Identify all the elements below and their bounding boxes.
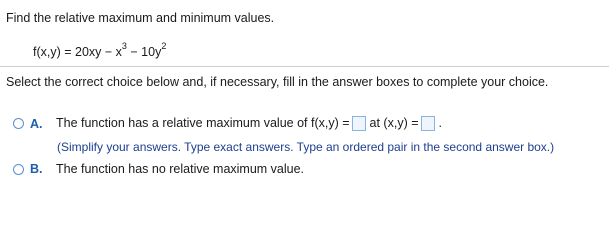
- function-part-1: f(x,y) = 20xy − x: [33, 45, 122, 60]
- choice-a-hint: (Simplify your answers. Type exact answers. Type an ordered pair in the second answer box.): [57, 140, 555, 154]
- choice-b-text: The function has no relative maximum value.: [56, 162, 305, 176]
- choice-a-text: [56, 116, 442, 131]
- choice-a-text-middle: at (x,y) =: [369, 116, 419, 130]
- ordered-pair-answer-box[interactable]: [421, 116, 435, 131]
- choice-b: [13, 162, 304, 176]
- choice-a-text-after: .: [438, 116, 442, 130]
- choice-a-radio[interactable]: [13, 118, 24, 129]
- max-value-answer-box[interactable]: [352, 116, 366, 131]
- function-exponent-2: 2: [161, 41, 167, 51]
- question-prompt: Find the relative maximum and minimum values.: [6, 11, 275, 25]
- choice-a-letter: A.: [30, 116, 43, 131]
- function-expression: [33, 43, 166, 59]
- function-part-2: − 10y: [126, 45, 162, 60]
- choice-a: [13, 116, 442, 131]
- choice-b-radio[interactable]: [13, 164, 24, 175]
- choice-b-letter: B.: [30, 162, 43, 176]
- function-exponent-1: 3: [121, 41, 127, 51]
- instruction-text: Select the correct choice below and, if necessary, fill in the answer boxes to complete your choice.: [6, 75, 549, 89]
- section-divider: [0, 66, 609, 67]
- choice-a-text-before: The function has a relative maximum value of f(x,y) =: [56, 116, 350, 130]
